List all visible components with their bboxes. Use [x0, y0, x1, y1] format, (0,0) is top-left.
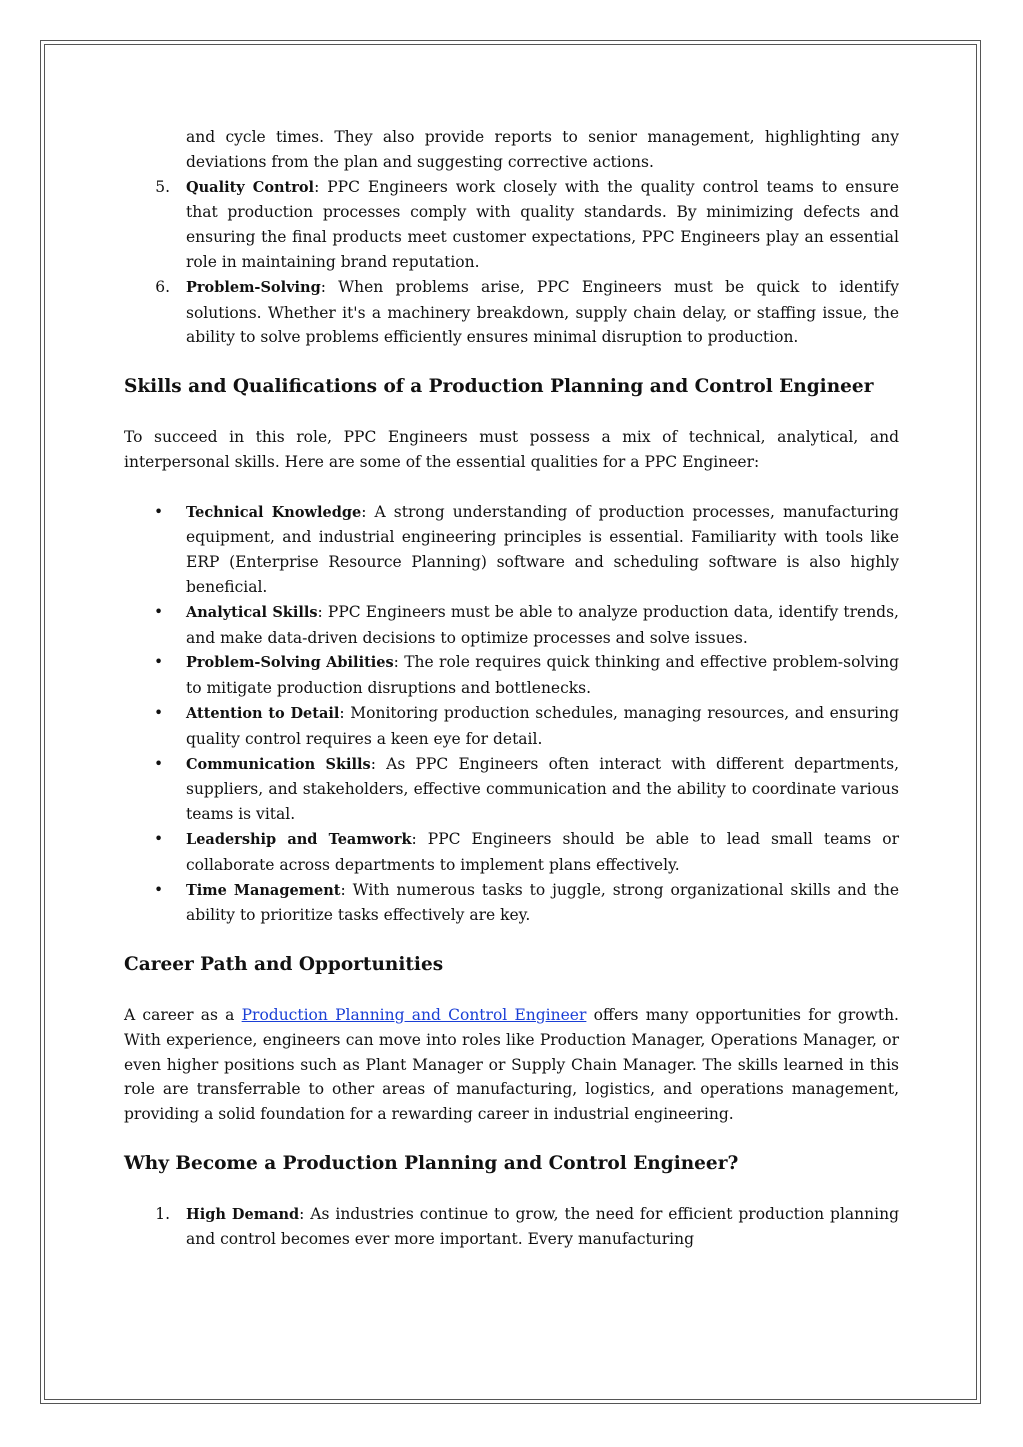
list-item-text: : A strong understanding of production processes, manufacturing equipment, and industrial engineering principles is essential. Familiarity with tools like ERP (Enterprise Resource Planning) software and scheduling software is also highly beneficial. [186, 502, 899, 596]
section-heading-skills: Skills and Qualifications of a Production Planning and Control Engineer [124, 376, 874, 398]
list-item-text: : As industries continue to grow, the need for efficient production planning and control becomes ever more important. Every manufacturing [186, 1204, 900, 1249]
roles-list [124, 175, 899, 351]
bullet-icon: • [154, 602, 164, 621]
list-item-text: : With numerous tasks to juggle, strong organizational skills and the ability to prioritize tasks effectively are key. [186, 880, 899, 925]
bullet-icon: • [154, 502, 164, 521]
list-number: 5. [155, 177, 170, 196]
list-item-term: Time Management [186, 881, 341, 899]
career-text-before: A career as a [124, 1005, 242, 1024]
list-item-term: High Demand [186, 1205, 300, 1223]
list-item [124, 275, 899, 350]
list-item [124, 827, 899, 878]
list-item-term: Problem-Solving [186, 278, 321, 296]
bullet-icon: • [154, 653, 164, 672]
list-item-term: Problem-Solving Abilities [186, 654, 394, 672]
list-item-text: : Monitoring production schedules, managing resources, and ensuring quality control requires a keen eye for detail. [186, 703, 899, 748]
list-item-term: Quality Control [186, 178, 315, 196]
bullet-icon: • [154, 703, 164, 722]
list-number: 6. [155, 277, 170, 296]
list-item [124, 600, 899, 651]
list-item [124, 752, 899, 827]
continuation-text: and cycle times. They also provide reports to senior management, highlighting any deviations from the plan and suggesting corrective actions. [186, 128, 899, 171]
list-item-term: Analytical Skills [186, 603, 318, 621]
list-item-text: : When problems arise, PPC Engineers must be quick to identify solutions. Whether it's a machinery breakdown, supply chain delay, or staffing issue, the ability to solve problems efficiently ensures minimal disruption to production. [186, 277, 899, 347]
list-item-text: : As PPC Engineers often interact with different departments, suppliers, and stakeholders, effective communication and the ability to coordinate various teams is vital. [186, 754, 900, 824]
skills-list [124, 500, 899, 929]
document-body [124, 125, 899, 1252]
list-item-term: Leadership and Teamwork [186, 830, 412, 848]
career-text-after: offers many opportunities for growth. With experience, engineers can move into roles like Production Manager, Operations Manager, or even higher positions such as Plant Manager or Supply Chain Manager. The skills learned in this role are transferrable to other areas of manufacturing, logistics, and operations management, providing a solid foundation for a rewarding career in industrial engineering. [124, 1005, 899, 1124]
list-item-term: Communication Skills [186, 755, 371, 773]
list-item [124, 650, 899, 701]
list-item-term: Attention to Detail [186, 704, 340, 722]
list-item-text: : PPC Engineers work closely with the quality control teams to ensure that production processes comply with quality standards. By minimizing defects and ensuring the final products meet customer expectations, PPC Engineers play an essential role in maintaining brand reputation. [186, 177, 899, 271]
list-item [124, 175, 899, 275]
continuation-list [124, 125, 899, 175]
list-item [124, 701, 899, 752]
list-item-text: : The role requires quick thinking and effective problem-solving to mitigate production disruptions and bottlenecks. [186, 653, 899, 698]
list-item [124, 500, 899, 600]
bullet-icon: • [154, 754, 164, 773]
career-link[interactable]: Production Planning and Control Engineer [241, 1005, 587, 1024]
list-item-term: Technical Knowledge [186, 503, 362, 521]
list-item-text: : PPC Engineers must be able to analyze production data, identify trends, and make data-driven decisions to optimize processes and solve issues. [186, 602, 899, 647]
list-item [124, 878, 899, 929]
list-item [124, 1202, 899, 1253]
why-list [124, 1202, 899, 1253]
bullet-icon: • [154, 880, 164, 899]
skills-intro: To succeed in this role, PPC Engineers must possess a mix of technical, analytical, and interpersonal skills. Here are some of the essential qualities for a PPC Engineer: [124, 427, 899, 471]
list-item-text: : PPC Engineers should be able to lead small teams or collaborate across departments to implement plans effectively. [186, 829, 899, 874]
continuation-item [124, 125, 899, 175]
bullet-icon: • [154, 829, 164, 848]
section-heading-why: Why Become a Production Planning and Control Engineer? [124, 1152, 739, 1174]
list-number: 1. [155, 1204, 170, 1223]
section-heading-career: Career Path and Opportunities [124, 954, 444, 976]
career-paragraph [124, 1003, 899, 1127]
